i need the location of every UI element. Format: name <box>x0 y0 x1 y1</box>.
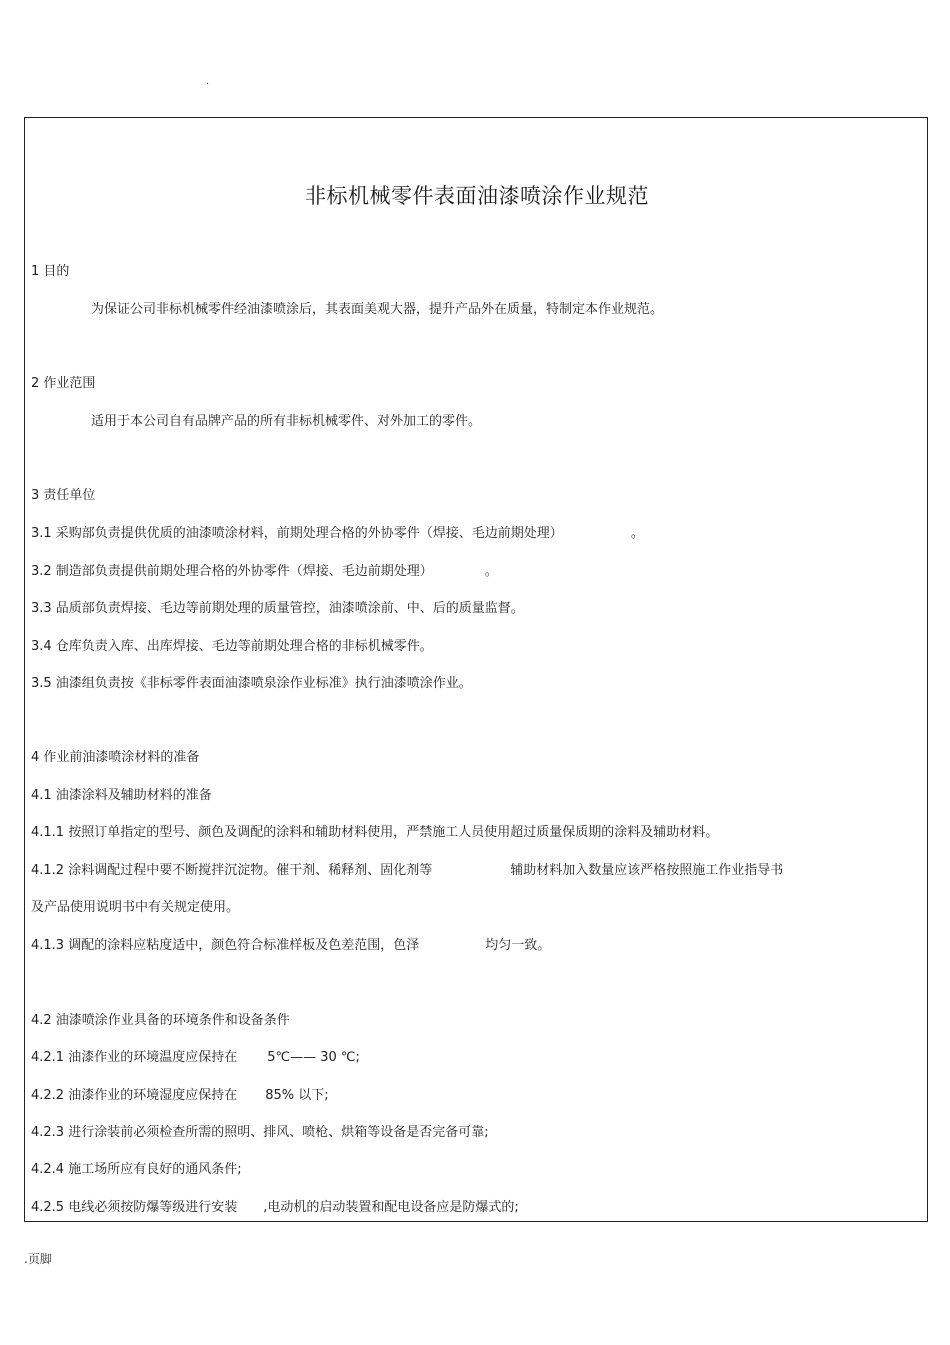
section-4-2-5-part-a: 4.2.5 电线必须按防爆等级进行安装 <box>31 1200 238 1215</box>
section-4-2-4: 4.2.4 施工场所应有良好的通风条件; <box>31 1162 242 1177</box>
section-2-heading: 2 作业范围 <box>31 376 96 391</box>
section-4-1-3-part-b: 均匀一致。 <box>485 938 551 953</box>
section-4-2-2-part-a: 4.2.2 油漆作业的环境湿度应保持在 <box>31 1088 238 1103</box>
section-3-2-end: 。 <box>484 564 498 579</box>
section-4-2-3: 4.2.3 进行涂装前必须检查所需的照明、排风、喷枪、烘箱等设备是否完备可靠; <box>31 1125 489 1140</box>
section-4-1-3-part-a: 4.1.3 调配的涂料应粘度适中，颜色符合标准样板及色差范围，色泽 <box>31 938 420 953</box>
section-3-1-text: 3.1 采购部负责提供优质的油漆喷涂材料，前期处理合格的外协零件（焊接、毛边前期处理） <box>31 526 563 541</box>
section-4-1-2 <box>31 863 783 879</box>
section-3-2-text: 3.2 制造部负责提供前期处理合格的外协零件（焊接、毛边前期处理） <box>31 564 433 579</box>
section-3-5: 3.5 油漆组负责按《非标零件表面油漆喷泉涂作业标准》执行油漆喷涂作业。 <box>31 676 472 691</box>
section-4-1: 4.1 油漆涂料及辅助材料的准备 <box>31 788 212 803</box>
section-4-2-2 <box>31 1088 329 1104</box>
section-4-2-5-part-b: ,电动机的启动装置和配电设备应是防爆式的; <box>263 1200 519 1215</box>
section-4-2-1-part-b: 5℃—— 30 ℃; <box>267 1050 360 1065</box>
section-3-3: 3.3 品质部负责焊接、毛边等前期处理的质量管控，油漆喷涂前、中、后的质量监督。 <box>31 601 524 616</box>
section-4-1-3 <box>31 938 550 954</box>
section-4-2-5 <box>31 1200 519 1216</box>
page-footer: .页脚 <box>24 1252 52 1266</box>
section-1-heading: 1 目的 <box>31 264 70 279</box>
section-4-1-2-continued: 及产品使用说明书中有关规定使用。 <box>31 900 240 915</box>
section-4-1-1: 4.1.1 按照订单指定的型号、颜色及调配的涂料和辅助材料使用，严禁施工人员使用超过质量保质期的涂料及辅助材料。 <box>31 825 719 840</box>
section-3-2 <box>31 564 498 580</box>
document-frame <box>24 117 928 1222</box>
section-4-2-2-part-b: 85% 以下; <box>265 1088 329 1103</box>
section-4-2: 4.2 油漆喷涂作业具备的环境条件和设备条件 <box>31 1013 290 1028</box>
section-1-body: 为保证公司非标机械零件经油漆喷涂后，其表面美观大器，提升产品外在质量，特制定本作业规范。 <box>91 302 664 317</box>
section-4-heading: 4 作业前油漆喷涂材料的准备 <box>31 750 200 765</box>
section-3-1-end: 。 <box>630 526 644 541</box>
section-3-heading: 3 责任单位 <box>31 488 96 503</box>
header-mark: . <box>206 76 210 87</box>
section-4-1-2-part-b: 辅助材料加入数量应该严格按照施工作业指导书 <box>510 863 784 878</box>
document-title: 非标机械零件表面油漆喷涂作业规范 <box>305 184 649 208</box>
section-4-1-2-part-a: 4.1.2 涂料调配过程中要不断搅拌沉淀物。催干剂、稀释剂、固化剂等 <box>31 863 433 878</box>
section-2-body: 适用于本公司自有品牌产品的所有非标机械零件、对外加工的零件。 <box>91 414 482 429</box>
section-4-2-1 <box>31 1050 360 1066</box>
section-3-4: 3.4 仓库负责入库、出库焊接、毛边等前期处理合格的非标机械零件。 <box>31 639 433 654</box>
section-4-2-1-part-a: 4.2.1 油漆作业的环境温度应保持在 <box>31 1050 238 1065</box>
section-3-1 <box>31 526 644 542</box>
